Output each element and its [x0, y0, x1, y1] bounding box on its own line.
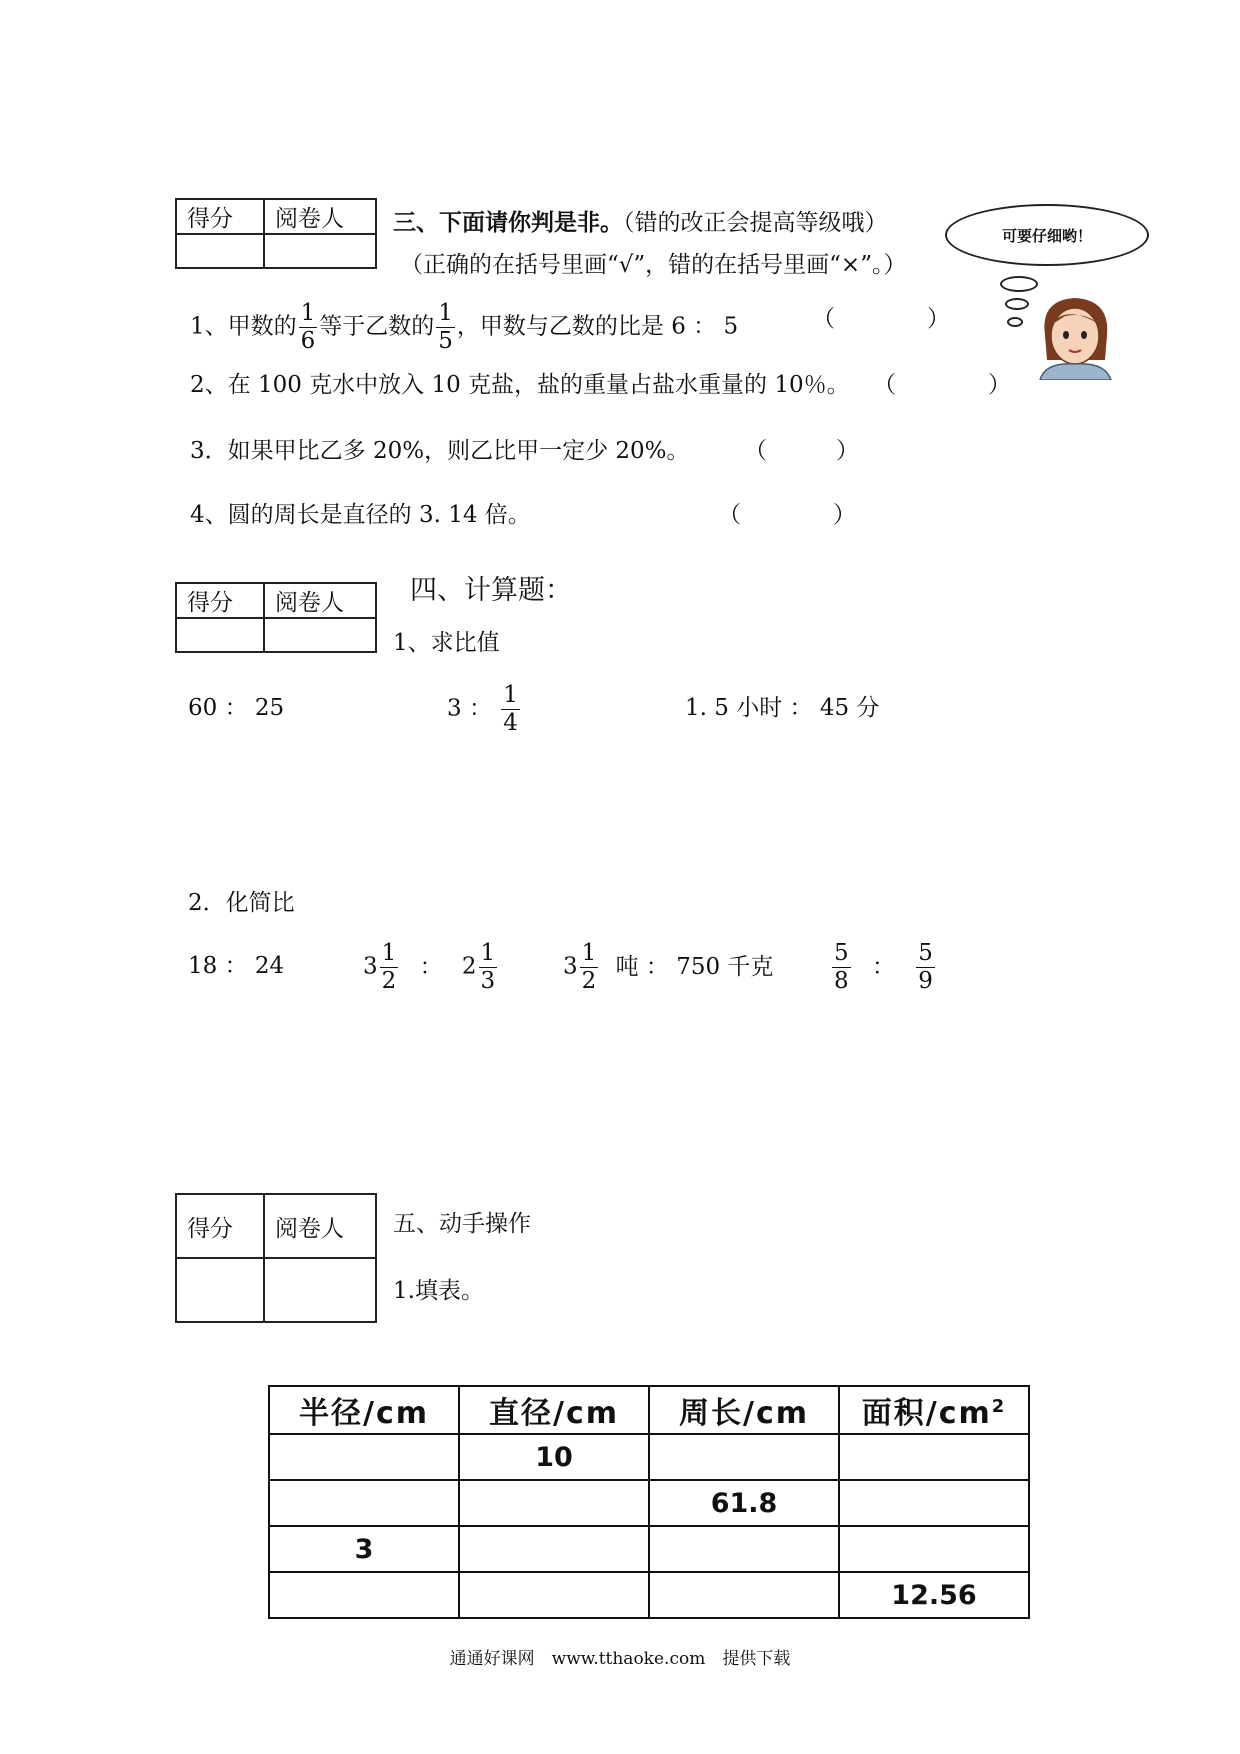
table-cell[interactable] [839, 1434, 1029, 1480]
table-row [269, 1572, 1029, 1618]
table-cell[interactable] [459, 1572, 649, 1618]
section5-sub1: 1.填表。 [393, 1278, 484, 1304]
q1-f2-num: 1 [438, 300, 453, 326]
table-header-row [269, 1386, 1029, 1434]
table-cell[interactable]: 61.8 [649, 1480, 839, 1526]
s3-den: 2 [581, 968, 597, 994]
s2-num-1: 1 [381, 940, 397, 966]
score-label: 得分 [176, 199, 264, 234]
q1-text-pre: 1、甲数的 [190, 313, 297, 340]
q1-fraction-2 [436, 302, 455, 353]
ratio-1: 60 ： 25 [188, 695, 285, 721]
section3-heading [393, 212, 888, 235]
ratio-2 [447, 684, 522, 735]
score-cell[interactable] [176, 1258, 264, 1322]
s4-sep: ： [871, 953, 895, 980]
table-cell[interactable] [649, 1434, 839, 1480]
circle-fill-table [268, 1385, 1030, 1619]
score-box-3 [175, 1193, 377, 1323]
s4-fraction-2 [916, 942, 935, 993]
table-cell[interactable] [269, 1480, 459, 1526]
score-label: 得分 [176, 583, 264, 618]
table-cell[interactable] [269, 1434, 459, 1480]
reviewer-label: 阅卷人 [264, 583, 376, 618]
s3-whole: 3 [563, 953, 578, 980]
table-cell[interactable] [459, 1480, 649, 1526]
q3-answer-paren[interactable]: （ ） [744, 438, 859, 464]
section5-title: 五、动手操作 [393, 1211, 531, 1237]
q1-f2-den: 5 [438, 328, 453, 354]
ratio-3: 1. 5 小时 ： 45 分 [685, 695, 880, 721]
simplify-2 [363, 942, 499, 993]
s3-rest: 吨 ： 750 千克 [615, 953, 774, 980]
girl-illustration-icon [1025, 290, 1125, 380]
header-area-text: 面积/cm [861, 1396, 992, 1431]
table-cell[interactable]: 10 [459, 1434, 649, 1480]
s4-num-2: 5 [918, 940, 933, 966]
s4-den-2: 9 [918, 968, 933, 994]
score-label: 得分 [176, 1194, 264, 1258]
question-2: 2、在 100 克水中放入 10 克盐，盐的重量占盐水重量的 10％。 [190, 372, 850, 398]
header-radius: 半径/cm [269, 1386, 459, 1434]
s2-fraction-2 [479, 942, 498, 993]
table-cell[interactable] [839, 1526, 1029, 1572]
section3-instruction: （正确的在括号里画“√”，错的在括号里画“×”。） [400, 252, 907, 278]
thought-dot-small [1007, 317, 1023, 327]
ratio2-pre: 3 ： [447, 695, 492, 722]
score-cell[interactable] [176, 618, 264, 652]
header-diameter: 直径/cm [459, 1386, 649, 1434]
simplify-3 [563, 942, 773, 993]
section4-sub2: 2．化简比 [188, 890, 295, 916]
reviewer-label: 阅卷人 [264, 1194, 376, 1258]
header-circumference: 周长/cm [649, 1386, 839, 1434]
reviewer-cell[interactable] [264, 618, 376, 652]
table-cell[interactable]: 3 [269, 1526, 459, 1572]
question-4: 4、圆的周长是直径的 3. 14 倍。 [190, 502, 531, 528]
score-box-1 [175, 198, 377, 269]
header-area [839, 1386, 1029, 1434]
footer-credit: 通通好课网 www.tthaoke.com 提供下载 [449, 1649, 791, 1669]
q1-answer-paren[interactable]: （ ） [812, 306, 950, 332]
question-1 [190, 302, 738, 353]
q1-f1-den: 6 [300, 328, 316, 354]
table-cell[interactable] [459, 1526, 649, 1572]
s3-num: 1 [581, 940, 597, 966]
section4-title: 四、计算题： [410, 575, 572, 606]
table-cell[interactable] [649, 1572, 839, 1618]
s4-fraction-1 [832, 942, 851, 993]
s4-den-1: 8 [834, 968, 849, 994]
s2-whole-1: 3 [363, 953, 378, 980]
table-cell[interactable] [839, 1480, 1029, 1526]
s2-num-2: 1 [480, 940, 496, 966]
table-cell[interactable] [649, 1526, 839, 1572]
q4-answer-paren[interactable]: （ ） [718, 502, 856, 528]
question-3: 3．如果甲比乙多 20%，则乙比甲一定少 20%。 [190, 438, 690, 464]
thought-bubble: 可要仔细哟！ [945, 204, 1149, 266]
reviewer-label: 阅卷人 [264, 199, 376, 234]
table-row [269, 1480, 1029, 1526]
score-cell[interactable] [176, 234, 264, 268]
table-cell[interactable] [269, 1572, 459, 1618]
ratio2-fraction [501, 684, 520, 735]
simplify-4 [830, 942, 937, 993]
simplify-1: 18 ： 24 [188, 953, 285, 979]
q1-text-post: ，甲数与乙数的比是 6 ： 5 [456, 313, 739, 340]
ratio2-den: 4 [503, 710, 518, 736]
section3-note: （错的改正会提高等级哦） [623, 210, 888, 236]
table-row [269, 1526, 1029, 1572]
ratio2-num: 1 [503, 682, 518, 708]
s2-whole-2: 2 [461, 953, 477, 980]
section4-sub1: 1、求比值 [393, 630, 500, 656]
header-area-sup: 2 [991, 1396, 1007, 1417]
q1-f1-num: 1 [300, 300, 316, 326]
reviewer-cell[interactable] [264, 1258, 376, 1322]
s2-den-1: 2 [381, 968, 397, 994]
s2-fraction-1 [380, 942, 399, 993]
s4-num-1: 5 [834, 940, 849, 966]
score-box-2 [175, 582, 377, 653]
section3-title: 三、下面请你判是非。 [393, 210, 623, 236]
q2-answer-paren[interactable]: （ ） [873, 372, 1011, 398]
s2-den-2: 3 [480, 968, 496, 994]
table-row [269, 1434, 1029, 1480]
q1-text-mid: 等于乙数的 [319, 313, 435, 340]
s3-fraction [580, 942, 599, 993]
s2-sep: ： [419, 953, 443, 980]
q1-fraction-1 [299, 302, 318, 353]
table-cell[interactable]: 12.56 [839, 1572, 1029, 1618]
reviewer-cell[interactable] [264, 234, 376, 268]
